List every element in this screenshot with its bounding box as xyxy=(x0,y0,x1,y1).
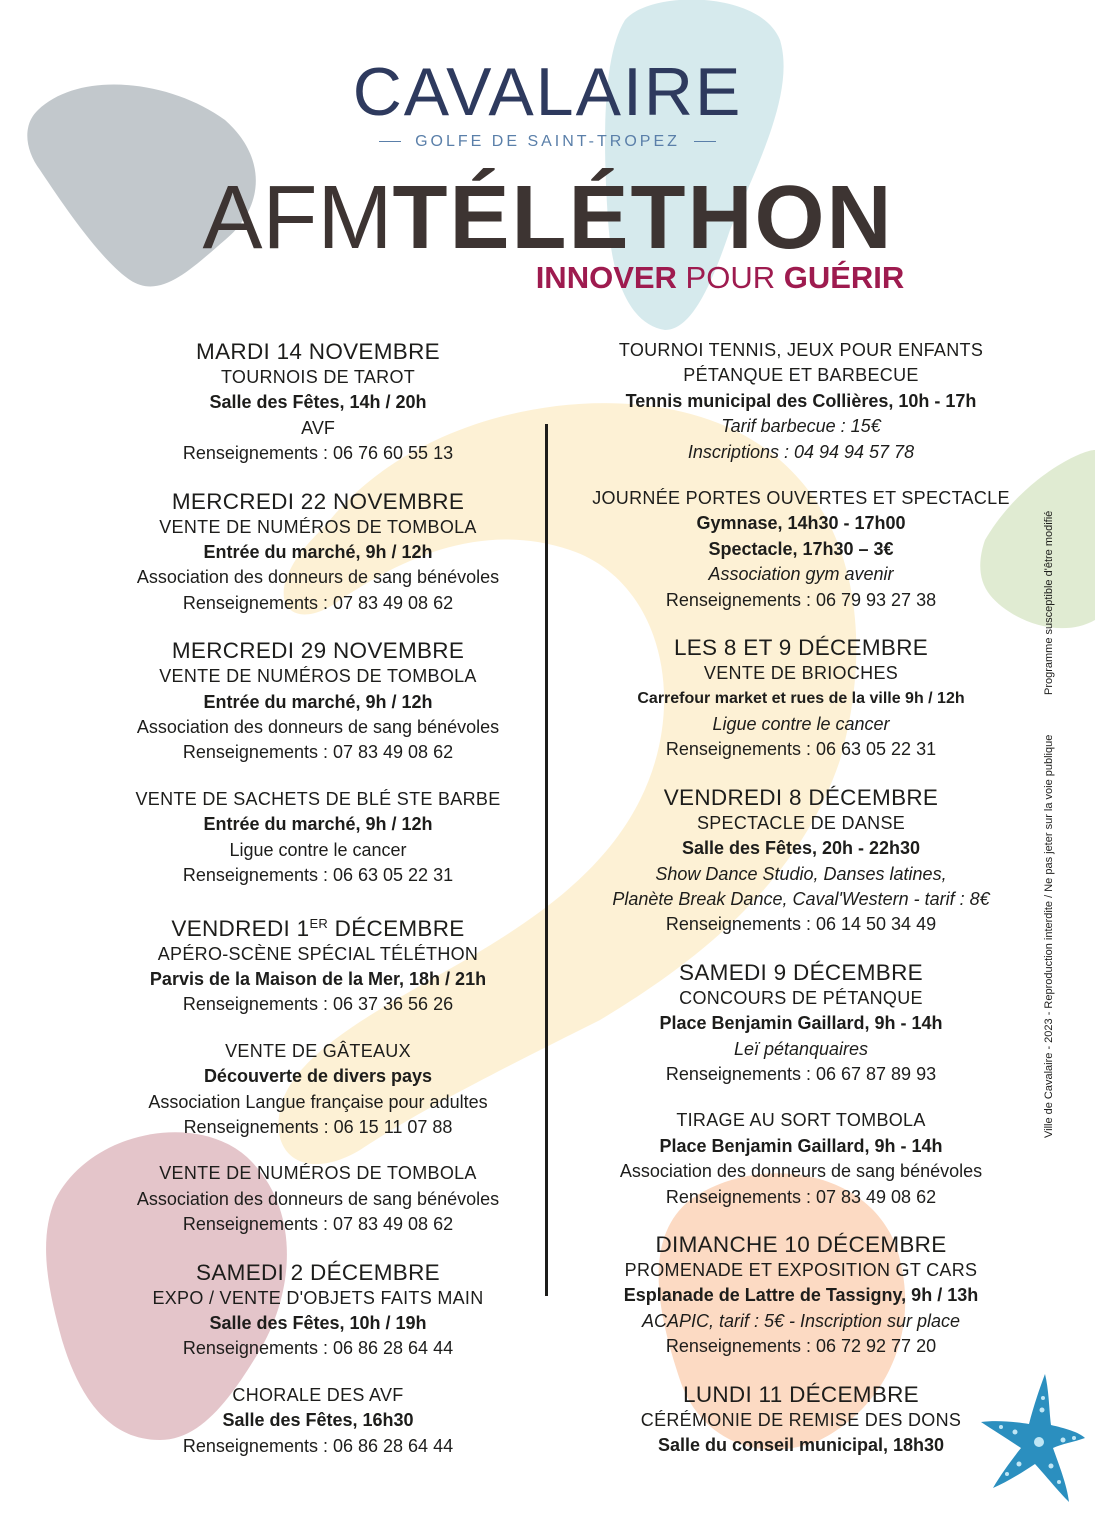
event-activity: SPECTACLE DE DANSE xyxy=(696,812,906,833)
event-block xyxy=(566,784,1036,938)
event-info: Renseignements : 07 83 49 08 62 xyxy=(665,1186,937,1207)
event-date: DIMANCHE 10 DÉCEMBRE xyxy=(655,1231,947,1257)
event-block xyxy=(566,634,1036,763)
dash-left xyxy=(379,141,401,142)
event-note: ACAPIC, tarif : 5€ - Inscription sur place xyxy=(641,1310,961,1331)
event-place: Esplanade de Lattre de Tassigny, 9h / 13h xyxy=(623,1285,979,1306)
event-block xyxy=(110,1161,526,1237)
event-activity: JOURNÉE PORTES OUVERTES ET SPECTACLE xyxy=(592,488,1010,509)
event-place: Entrée du marché, 9h / 12h xyxy=(203,814,433,835)
event-activity: VENTE DE NUMÉROS DE TOMBOLA xyxy=(159,516,477,537)
event-organizer: Ligue contre le cancer xyxy=(712,713,890,734)
event-block xyxy=(110,637,526,766)
title-prefix: AFM xyxy=(202,168,393,268)
event-block xyxy=(566,1108,1036,1210)
event-date: MARDI 14 NOVEMBRE xyxy=(196,339,440,364)
event-date: VENDREDI 8 DÉCEMBRE xyxy=(663,784,939,810)
side-note-modification: Programme susceptible d'être modifié xyxy=(1043,510,1055,695)
event-block xyxy=(110,910,526,1018)
event-date: SAMEDI 9 DÉCEMBRE xyxy=(679,959,923,985)
event-activity: TIRAGE AU SORT TOMBOLA xyxy=(676,1110,926,1131)
event-organizer: Association des donneurs de sang bénévoles xyxy=(136,567,500,588)
event-place: Entrée du marché, 9h / 12h xyxy=(203,691,433,712)
event-info: Renseignements : 06 67 87 89 93 xyxy=(665,1063,937,1084)
event-info: Inscriptions : 04 94 94 57 78 xyxy=(687,441,915,462)
event-activity: CÉRÉMONIE DE REMISE DES DONS xyxy=(640,1409,962,1430)
event-block xyxy=(110,1039,526,1141)
event-date: LES 8 ET 9 DÉCEMBRE xyxy=(673,635,929,661)
event-organizer: Association gym avenir xyxy=(708,564,894,585)
event-block xyxy=(110,1383,526,1459)
event-place: Salle des Fêtes, 10h / 19h xyxy=(209,1312,427,1333)
event-info: Renseignements : 06 72 92 77 20 xyxy=(665,1336,937,1357)
event-date: SAMEDI 2 DÉCEMBRE xyxy=(196,1259,440,1285)
event-place: Salle du conseil municipal, 18h30 xyxy=(657,1435,945,1455)
event-block xyxy=(110,338,526,467)
header xyxy=(0,0,1095,320)
event-organizer: Association Langue française pour adultes xyxy=(148,1091,488,1112)
tagline-guerir: GUÉRIR xyxy=(783,260,905,295)
tagline-pour: POUR xyxy=(676,260,784,295)
event-activity: TOURNOI TENNIS, JEUX POUR ENFANTS xyxy=(618,340,984,360)
event-date: LUNDI 11 DÉCEMBRE xyxy=(683,1381,919,1407)
left-column xyxy=(110,338,526,1480)
event-block xyxy=(110,488,526,617)
event-activity: PÉTANQUE ET BARBECUE xyxy=(683,365,919,386)
event-block xyxy=(566,338,1036,465)
event-block xyxy=(566,486,1036,613)
event-place: Salle des Fêtes, 14h / 20h xyxy=(209,392,427,413)
event-activity: EXPO / VENTE D'OBJETS FAITS MAIN xyxy=(152,1287,484,1308)
event-place: Gymnase, 14h30 - 17h00 xyxy=(696,513,906,534)
tagline-innover: INNOVER xyxy=(535,260,677,295)
event-activity: APÉRO-SCÈNE SPÉCIAL TÉLÉTHON xyxy=(157,943,479,964)
event-info: Renseignements : 07 83 49 08 62 xyxy=(182,592,454,613)
event-info: Renseignements : 07 83 49 08 62 xyxy=(182,1214,454,1235)
event-place: Entrée du marché, 9h / 12h xyxy=(203,542,433,563)
event-info: Renseignements : 06 79 93 27 38 xyxy=(665,589,937,610)
side-note-copyright: Ville de Cavalaire - 2023 - Reproduction interdite / Ne pas jeter sur la voie publique xyxy=(1043,734,1055,1138)
event-block xyxy=(110,787,526,889)
event-place: Découverte de divers pays xyxy=(203,1066,433,1087)
event-info: Renseignements : 06 63 05 22 31 xyxy=(182,865,454,886)
event-activity: VENTE DE SACHETS DE BLÉ STE BARBE xyxy=(135,788,501,809)
event-info: Renseignements : 06 86 28 64 44 xyxy=(182,1435,454,1456)
event-activity: VENTE DE NUMÉROS DE TOMBOLA xyxy=(159,1163,477,1184)
event-block xyxy=(566,1231,1036,1360)
tagline xyxy=(500,260,940,296)
right-column xyxy=(566,338,1036,1479)
event-title xyxy=(158,168,938,268)
dash-right xyxy=(694,141,716,142)
event-activity: VENTE DE BRIOCHES xyxy=(703,663,899,684)
event-date-day: VENDREDI 1 xyxy=(171,915,310,941)
event-activity: CHORALE DES AVF xyxy=(232,1384,404,1405)
event-info: Renseignements : 06 86 28 64 44 xyxy=(182,1338,454,1359)
event-activity: VENTE DE GÂTEAUX xyxy=(225,1040,411,1061)
event-block xyxy=(566,959,1036,1088)
title-main: TÉLÉTHON xyxy=(392,168,894,268)
event-date: MERCREDI 22 NOVEMBRE xyxy=(171,488,465,514)
event-info: Renseignements : 06 14 50 34 49 xyxy=(665,914,937,935)
event-date-sup: ER xyxy=(309,915,329,931)
event-date: MERCREDI 29 NOVEMBRE xyxy=(171,638,465,664)
event-info: Renseignements : 06 63 05 22 31 xyxy=(665,739,937,760)
column-divider xyxy=(545,424,548,1296)
event-place: Salle des Fêtes, 16h30 xyxy=(222,1410,414,1431)
event-info: Renseignements : 07 83 49 08 62 xyxy=(182,742,454,763)
event-organizer: Association des donneurs de sang bénévoles xyxy=(136,1188,500,1209)
event-date xyxy=(110,910,526,942)
event-place: Place Benjamin Gaillard, 9h - 14h xyxy=(659,1135,943,1156)
event-organizer: Show Dance Studio, Danses latines, xyxy=(655,863,947,884)
event-organizer: Leï pétanquaires xyxy=(733,1038,869,1059)
event-place: Place Benjamin Gaillard, 9h - 14h xyxy=(659,1013,943,1034)
event-note: Tarif barbecue : 15€ xyxy=(721,416,881,437)
event-organizer: AVF xyxy=(301,417,335,438)
event-block xyxy=(110,1259,526,1362)
event-date-month: DÉCEMBRE xyxy=(328,915,465,941)
event-activity: PROMENADE ET EXPOSITION GT CARS xyxy=(624,1259,978,1280)
event-place: Carrefour market et rues de la ville 9h / 12h xyxy=(637,690,965,708)
event-place: Tennis municipal des Collières, 10h - 17h xyxy=(625,390,977,411)
event-place: Salle des Fêtes, 20h - 22h30 xyxy=(681,838,921,859)
event-place: Spectacle, 17h30 – 3€ xyxy=(708,538,894,559)
brand-subtitle xyxy=(0,132,1095,152)
event-info: Renseignements : 06 15 11 07 88 xyxy=(183,1116,453,1137)
event-place: Parvis de la Maison de la Mer, 18h / 21h xyxy=(149,968,487,989)
event-block xyxy=(566,1381,1036,1459)
event-organizer: Association des donneurs de sang bénévoles xyxy=(619,1161,983,1182)
event-activity: VENTE DE NUMÉROS DE TOMBOLA xyxy=(159,666,477,687)
event-organizer: Association des donneurs de sang bénévoles xyxy=(136,717,500,738)
event-info: Renseignements : 06 37 36 56 26 xyxy=(182,994,454,1015)
event-activity: CONCOURS DE PÉTANQUE xyxy=(679,987,923,1008)
brand-name: CAVALAIRE xyxy=(352,54,743,130)
brand-subtitle-text: GOLFE DE SAINT-TROPEZ xyxy=(415,133,680,150)
event-organizer: Ligue contre le cancer xyxy=(229,839,407,860)
event-info: Renseignements : 06 76 60 55 13 xyxy=(182,443,454,464)
event-organizer: Planète Break Dance, Caval'Western - tarif : 8€ xyxy=(612,888,990,909)
starfish-icon xyxy=(979,1370,1087,1506)
event-activity: TOURNOIS DE TAROT xyxy=(220,367,416,387)
